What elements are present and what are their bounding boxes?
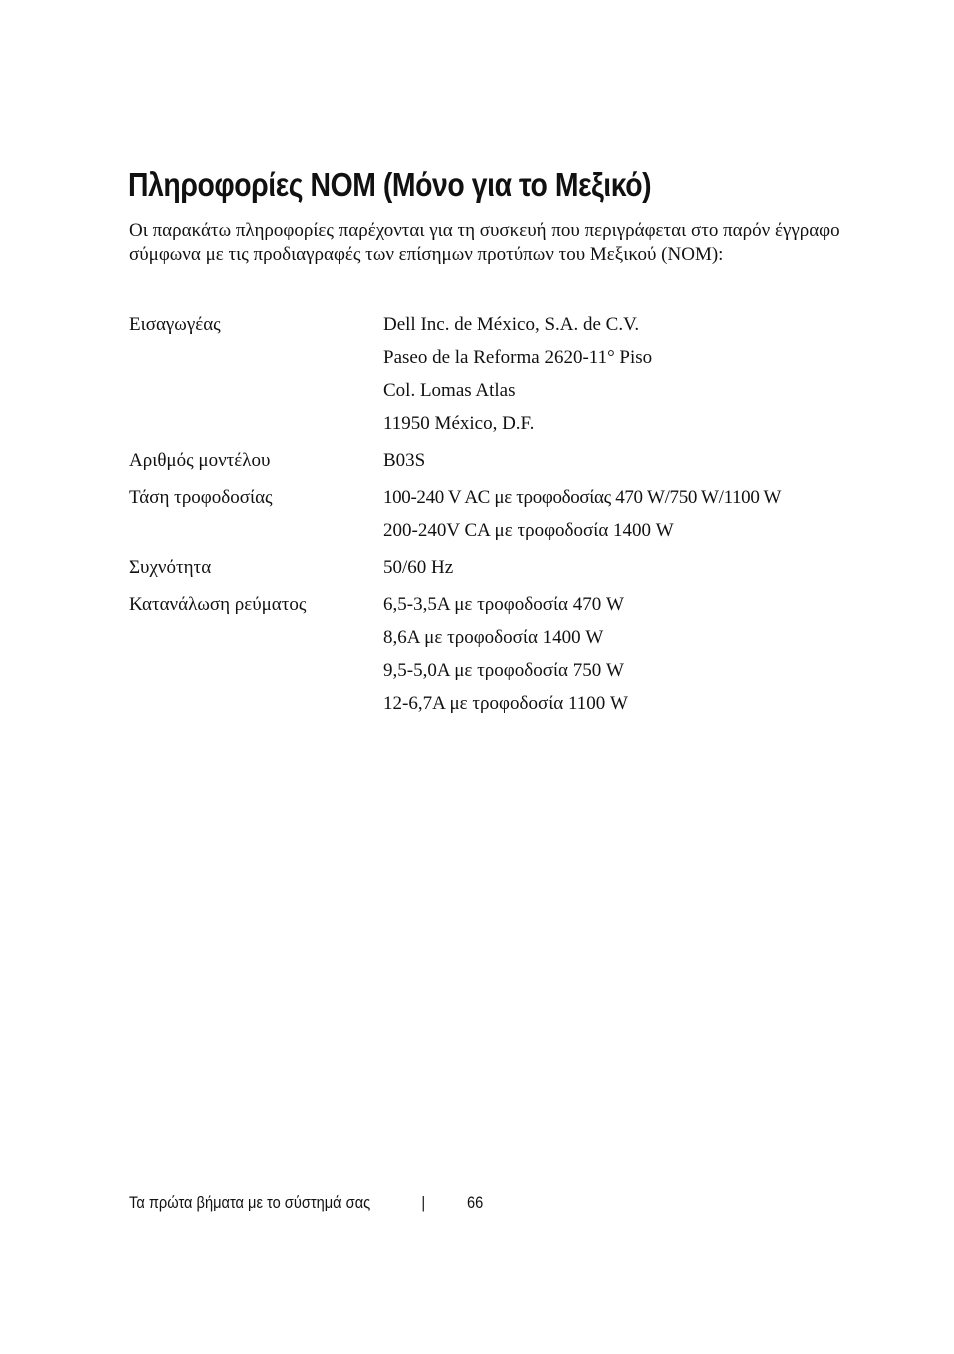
spec-label-frequency: Συχνότητα [129, 557, 212, 578]
supply-voltage-ca: 200-240V CA με τροφοδοσία 1400 W [383, 520, 674, 541]
supply-voltage-ac: 100-240 V AC με τροφοδοσίας 470 W/750 W/1100 W [383, 487, 782, 508]
spec-label-model-number: Αριθμός μοντέλου [129, 450, 271, 471]
footer-text: Τα πρώτα βήματα με το σύστημά σας [129, 1193, 371, 1212]
spec-values-supply-voltage [383, 481, 849, 547]
spec-row-current-consumption [129, 588, 849, 720]
spec-label-supply-voltage: Τάση τροφοδοσίας [129, 487, 273, 508]
spec-values-current-consumption [383, 588, 849, 720]
page-number: 66 [466, 1193, 484, 1212]
importer-name: Dell Inc. de México, S.A. de C.V. [383, 314, 640, 335]
importer-address-line-3: 11950 México, D.F. [383, 413, 535, 434]
current-1100w: 12-6,7A με τροφοδοσία 1100 W [383, 693, 628, 714]
current-750w: 9,5-5,0A με τροφοδοσία 750 W [383, 660, 624, 681]
spec-table [129, 308, 849, 724]
spec-row-model-number [129, 444, 849, 477]
spec-values-model-number [383, 444, 849, 477]
intro-paragraph: Οι παρακάτω πληροφορίες παρέχονται για τη συσκευή που περιγράφεται στο παρόν έγγραφο σύμφωνα με τις προδιαγραφές των επίσημων προτύπων του Μεξικού (NOM): [129, 220, 840, 265]
spec-values-importer [383, 308, 849, 440]
page-title: Πληροφορίες NOM (Μόνο για το Μεξικό) [128, 166, 652, 203]
model-number-value: B03S [383, 450, 426, 471]
spec-row-importer [129, 308, 849, 440]
current-1400w: 8,6A με τροφοδοσία 1400 W [383, 627, 604, 648]
spec-label-current-consumption: Κατανάλωση ρεύματος [129, 594, 307, 615]
spec-row-frequency [129, 551, 849, 584]
footer-separator: | [421, 1193, 426, 1212]
importer-address-line-1: Paseo de la Reforma 2620-11° Piso [383, 347, 653, 368]
spec-row-supply-voltage [129, 481, 849, 547]
importer-address-line-2: Col. Lomas Atlas [383, 380, 516, 401]
spec-label-importer: Εισαγωγέας [129, 314, 221, 335]
page-footer [129, 1192, 484, 1214]
spec-values-frequency [383, 551, 849, 584]
frequency-value: 50/60 Hz [383, 557, 454, 578]
current-470w: 6,5-3,5A με τροφοδοσία 470 W [383, 594, 624, 615]
